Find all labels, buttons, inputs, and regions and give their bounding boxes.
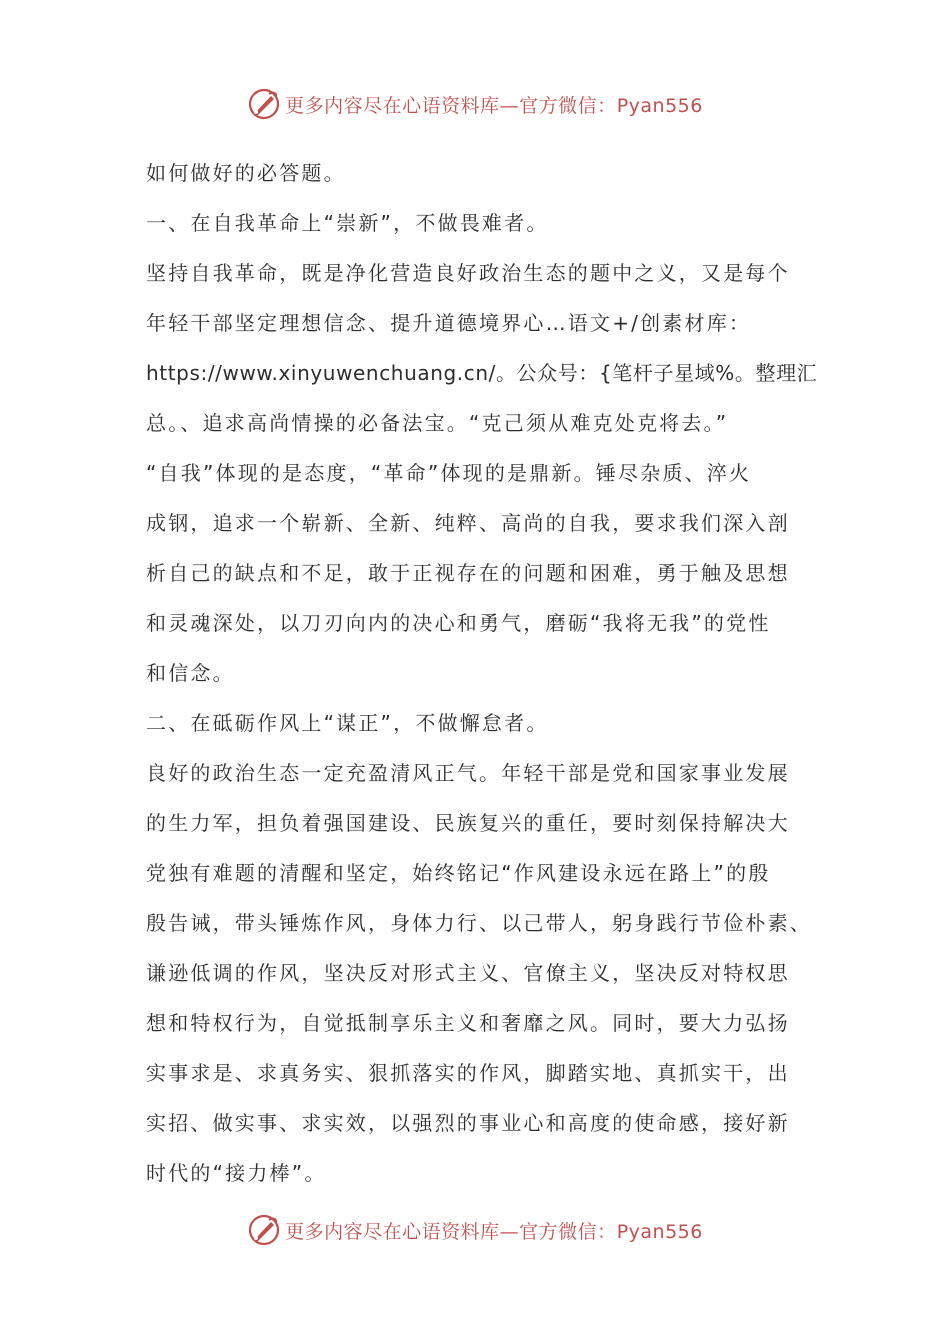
body-line: 析自己的缺点和不足，敢于正视存在的问题和困难，勇于触及思想 bbox=[146, 561, 790, 585]
body-line: 坚持自我革命，既是净化营造良好政治生态的题中之义，又是每个 bbox=[146, 261, 790, 285]
body-line: “自我”体现的是态度，“革命”体现的是鼎新。锤尽杂质、淬火 bbox=[146, 461, 752, 485]
body-line: 实招、做实事、求实效，以强烈的事业心和高度的使命感，接好新 bbox=[146, 1111, 790, 1135]
watermark-wechat-id: Pyan556 bbox=[616, 1220, 703, 1243]
body-line: 谦逊低调的作风，坚决反对形式主义、官僚主义，坚决反对特权思 bbox=[146, 961, 790, 985]
pen-logo-icon bbox=[247, 1213, 281, 1247]
pen-logo-icon bbox=[247, 87, 281, 121]
body-line: 时代的“接力棒”。 bbox=[146, 1161, 327, 1185]
body-line: 党独有难题的清醒和坚定，始终铭记“作风建设永远在路上”的殷 bbox=[146, 861, 771, 885]
body-line: 殷告诫，带头锤炼作风，身体力行、以己带人，躬身践行节俭朴素、 bbox=[146, 911, 812, 935]
body-line: 想和特权行为，自觉抵制享乐主义和奢靡之风。同时，要大力弘扬 bbox=[146, 1011, 790, 1035]
body-line: 成钢，追求一个崭新、全新、纯粹、高尚的自我，要求我们深入剖 bbox=[146, 511, 790, 535]
watermark-wechat-label: 官方微信： bbox=[519, 1220, 617, 1243]
body-line: 年轻干部坚定理想信念、提升道德境界心…语文+/创素材库： bbox=[146, 311, 752, 335]
body-line: 总。、追求高尚情操的必备法宝。“克己须从难克处克将去。” bbox=[146, 411, 729, 435]
section-heading-1: 一、在自我革命上“崇新”，不做畏难者。 bbox=[146, 211, 549, 235]
body-line: 实事求是、求真务实、狠抓落实的作风，脚踏实地、真抓实干，出 bbox=[146, 1061, 790, 1085]
header-watermark bbox=[0, 82, 950, 126]
body-line-url: https://www.xinyuwenchuang.cn/。公众号：{笔杆子星域%。整理汇 bbox=[146, 361, 818, 385]
section-heading-2: 二、在砥砺作风上“谋正”，不做懈怠者。 bbox=[146, 711, 549, 735]
body-line: 如何做好的必答题。 bbox=[146, 161, 346, 185]
watermark-separator: — bbox=[499, 94, 520, 117]
body-line: 良好的政治生态一定充盈清风正气。年轻干部是党和国家事业发展 bbox=[146, 761, 790, 785]
watermark-text bbox=[285, 91, 703, 118]
watermark-main-text: 更多内容尽在心语资料库 bbox=[285, 94, 500, 117]
body-line: 和灵魂深处，以刀刃向内的决心和勇气，磨砺“我将无我”的党性 bbox=[146, 611, 771, 635]
document-body bbox=[146, 148, 826, 1198]
body-line: 的生力军，担负着强国建设、民族复兴的重任，要时刻保持解决大 bbox=[146, 811, 790, 835]
watermark-text bbox=[285, 1217, 703, 1244]
footer-watermark bbox=[0, 1208, 950, 1252]
watermark-wechat-id: Pyan556 bbox=[616, 94, 703, 117]
watermark-wechat-label: 官方微信： bbox=[519, 94, 617, 117]
body-line: 和信念。 bbox=[146, 661, 235, 685]
watermark-main-text: 更多内容尽在心语资料库 bbox=[285, 1220, 500, 1243]
watermark-separator: — bbox=[499, 1220, 520, 1243]
